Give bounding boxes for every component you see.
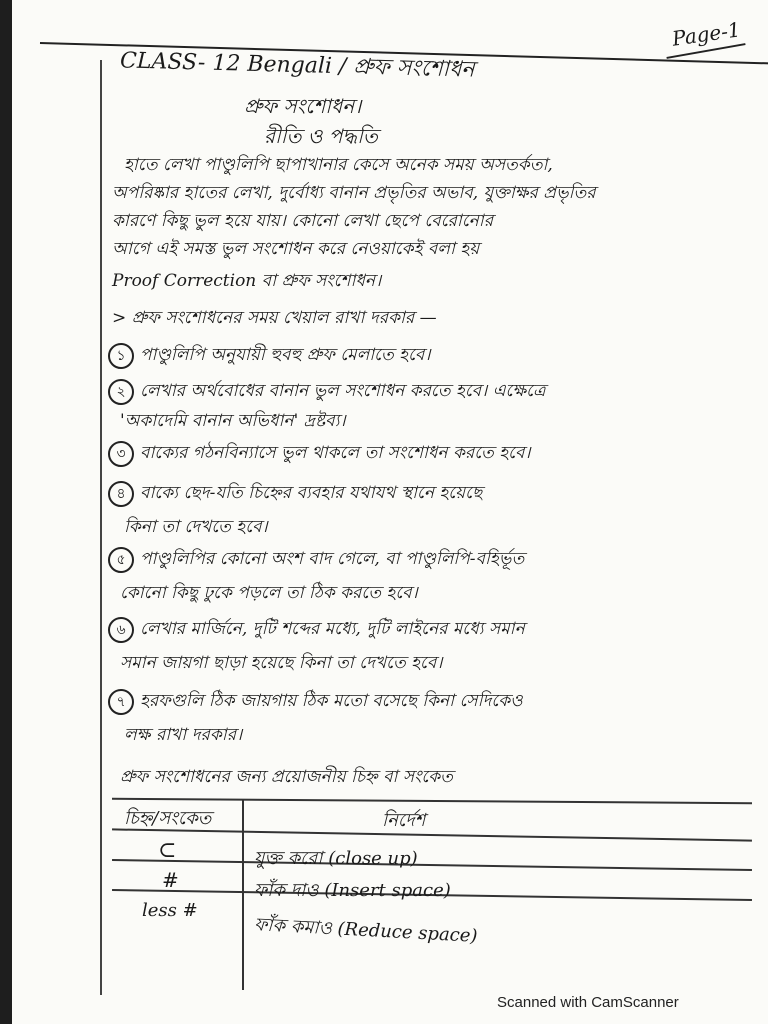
rule-number: ৩ [108, 441, 134, 467]
table-cell-sign: ⊂ [158, 838, 177, 863]
rule-item [108, 546, 524, 574]
rule-item [108, 480, 482, 508]
rule-number: ৭ [108, 689, 134, 715]
subtitle-2: রীতি ও পদ্ধতি [264, 124, 378, 148]
table-cell-instruction: যুক্ত করো (close up) [254, 848, 418, 869]
subtitle-1: প্রুফ সংশোধন। [244, 94, 362, 118]
rule-item [108, 440, 531, 468]
rule-text-cont: কিনা তা দেখতে হবে। [124, 517, 268, 537]
rule-number: ৪ [108, 481, 134, 507]
rule-text: পাণ্ডুলিপির কোনো অংশ বাদ গেলে, বা পাণ্ডুলিপি-বহির্ভূত [140, 549, 525, 569]
rule-text-cont: সমান জায়গা ছাড়া হয়েছে কিনা তা দেখতে হবে। [120, 653, 443, 673]
rule-number: ৫ [108, 547, 134, 573]
rule-text: বাক্যে ছেদ-যতি চিহ্নের ব্যবহার যথাযথ স্থানে হয়েছে [140, 483, 483, 503]
rule-item [108, 616, 525, 644]
rule-text: পাণ্ডুলিপি অনুযায়ী হুবহু প্রুফ মেলাতে হবে। [140, 345, 431, 365]
table-rule [112, 859, 752, 871]
rule-text: লেখার অর্থবোধের বানান ভুল সংশোধন করতে হবে। এক্ষেত্রে [140, 381, 546, 401]
rule-text-cont: কোনো কিছু ঢুকে পড়লে তা ঠিক করতে হবে। [120, 583, 418, 603]
intro-line: হাতে লেখা পাণ্ডুলিপি ছাপাখানার কেসে অনেক সময় অসতর্কতা, [124, 155, 553, 175]
intro-line: অপরিষ্কার হাতের লেখা, দুর্বোধ্য বানান প্রভৃতির অভাব, যুক্তাক্ষর প্রভৃতির [112, 183, 596, 203]
table-cell-sign: # [162, 868, 179, 892]
rule-number: ১ [108, 343, 134, 369]
table-cell-instruction: ফাঁক কমাও (Reduce space) [253, 914, 478, 947]
rules-heading: > প্রুফ সংশোধনের সময় খেয়াল রাখা দরকার — [112, 308, 437, 328]
rule-text: হরফগুলি ঠিক জায়গায় ঠিক মতো বসেছে কিনা সেদিকেও [140, 691, 523, 711]
page-number: Page-1 [670, 17, 742, 51]
table-intro: প্রুফ সংশোধনের জন্য প্রয়োজনীয় চিহ্ন বা সংকেত [120, 767, 453, 787]
intro-line: কারণে কিছু ভুল হয়ে যায়। কোনো লেখা ছেপে বেরোনোর [112, 211, 494, 231]
rule-text-cont: 'অকাদেমি বানান অভিধান' দ্রষ্টব্য। [120, 411, 346, 431]
rule-text: লেখার মার্জিনে, দুটি শব্দের মধ্যে, দুটি লাইনের মধ্যে সমান [140, 619, 525, 639]
table-cell-sign: less # [142, 900, 198, 921]
rule-number: ৬ [108, 617, 134, 643]
rule-item [108, 378, 545, 406]
table-header-sign: চিহ্ন/সংকেত [124, 808, 212, 829]
table-cell-instruction: ফাঁক দাও (Insert space) [254, 880, 451, 901]
rule-item [108, 342, 430, 370]
scan-edge-shadow [0, 0, 12, 1024]
scanner-watermark: Scanned with CamScanner [497, 994, 679, 1011]
table-header-instruction: নির্দেশ [382, 810, 426, 831]
rule-text-cont: লক্ষ রাখা দরকার। [124, 725, 243, 745]
notebook-page [12, 0, 768, 1024]
rule-text: বাক্যের গঠনবিন্যাসে ভুল থাকলে তা সংশোধন করতে হবে। [140, 443, 531, 463]
page-title: CLASS- 12 Bengali / প্রুফ সংশোধন [119, 48, 475, 83]
intro-line: আগে এই সমস্ত ভুল সংশোধন করে নেওয়াকেই বলা হয় [112, 239, 480, 259]
margin-line [100, 60, 102, 995]
rule-item [108, 688, 523, 716]
intro-line: Proof Correction বা প্রুফ সংশোধন। [112, 271, 382, 291]
rule-number: ২ [108, 379, 134, 405]
table-column-divider [242, 800, 244, 990]
